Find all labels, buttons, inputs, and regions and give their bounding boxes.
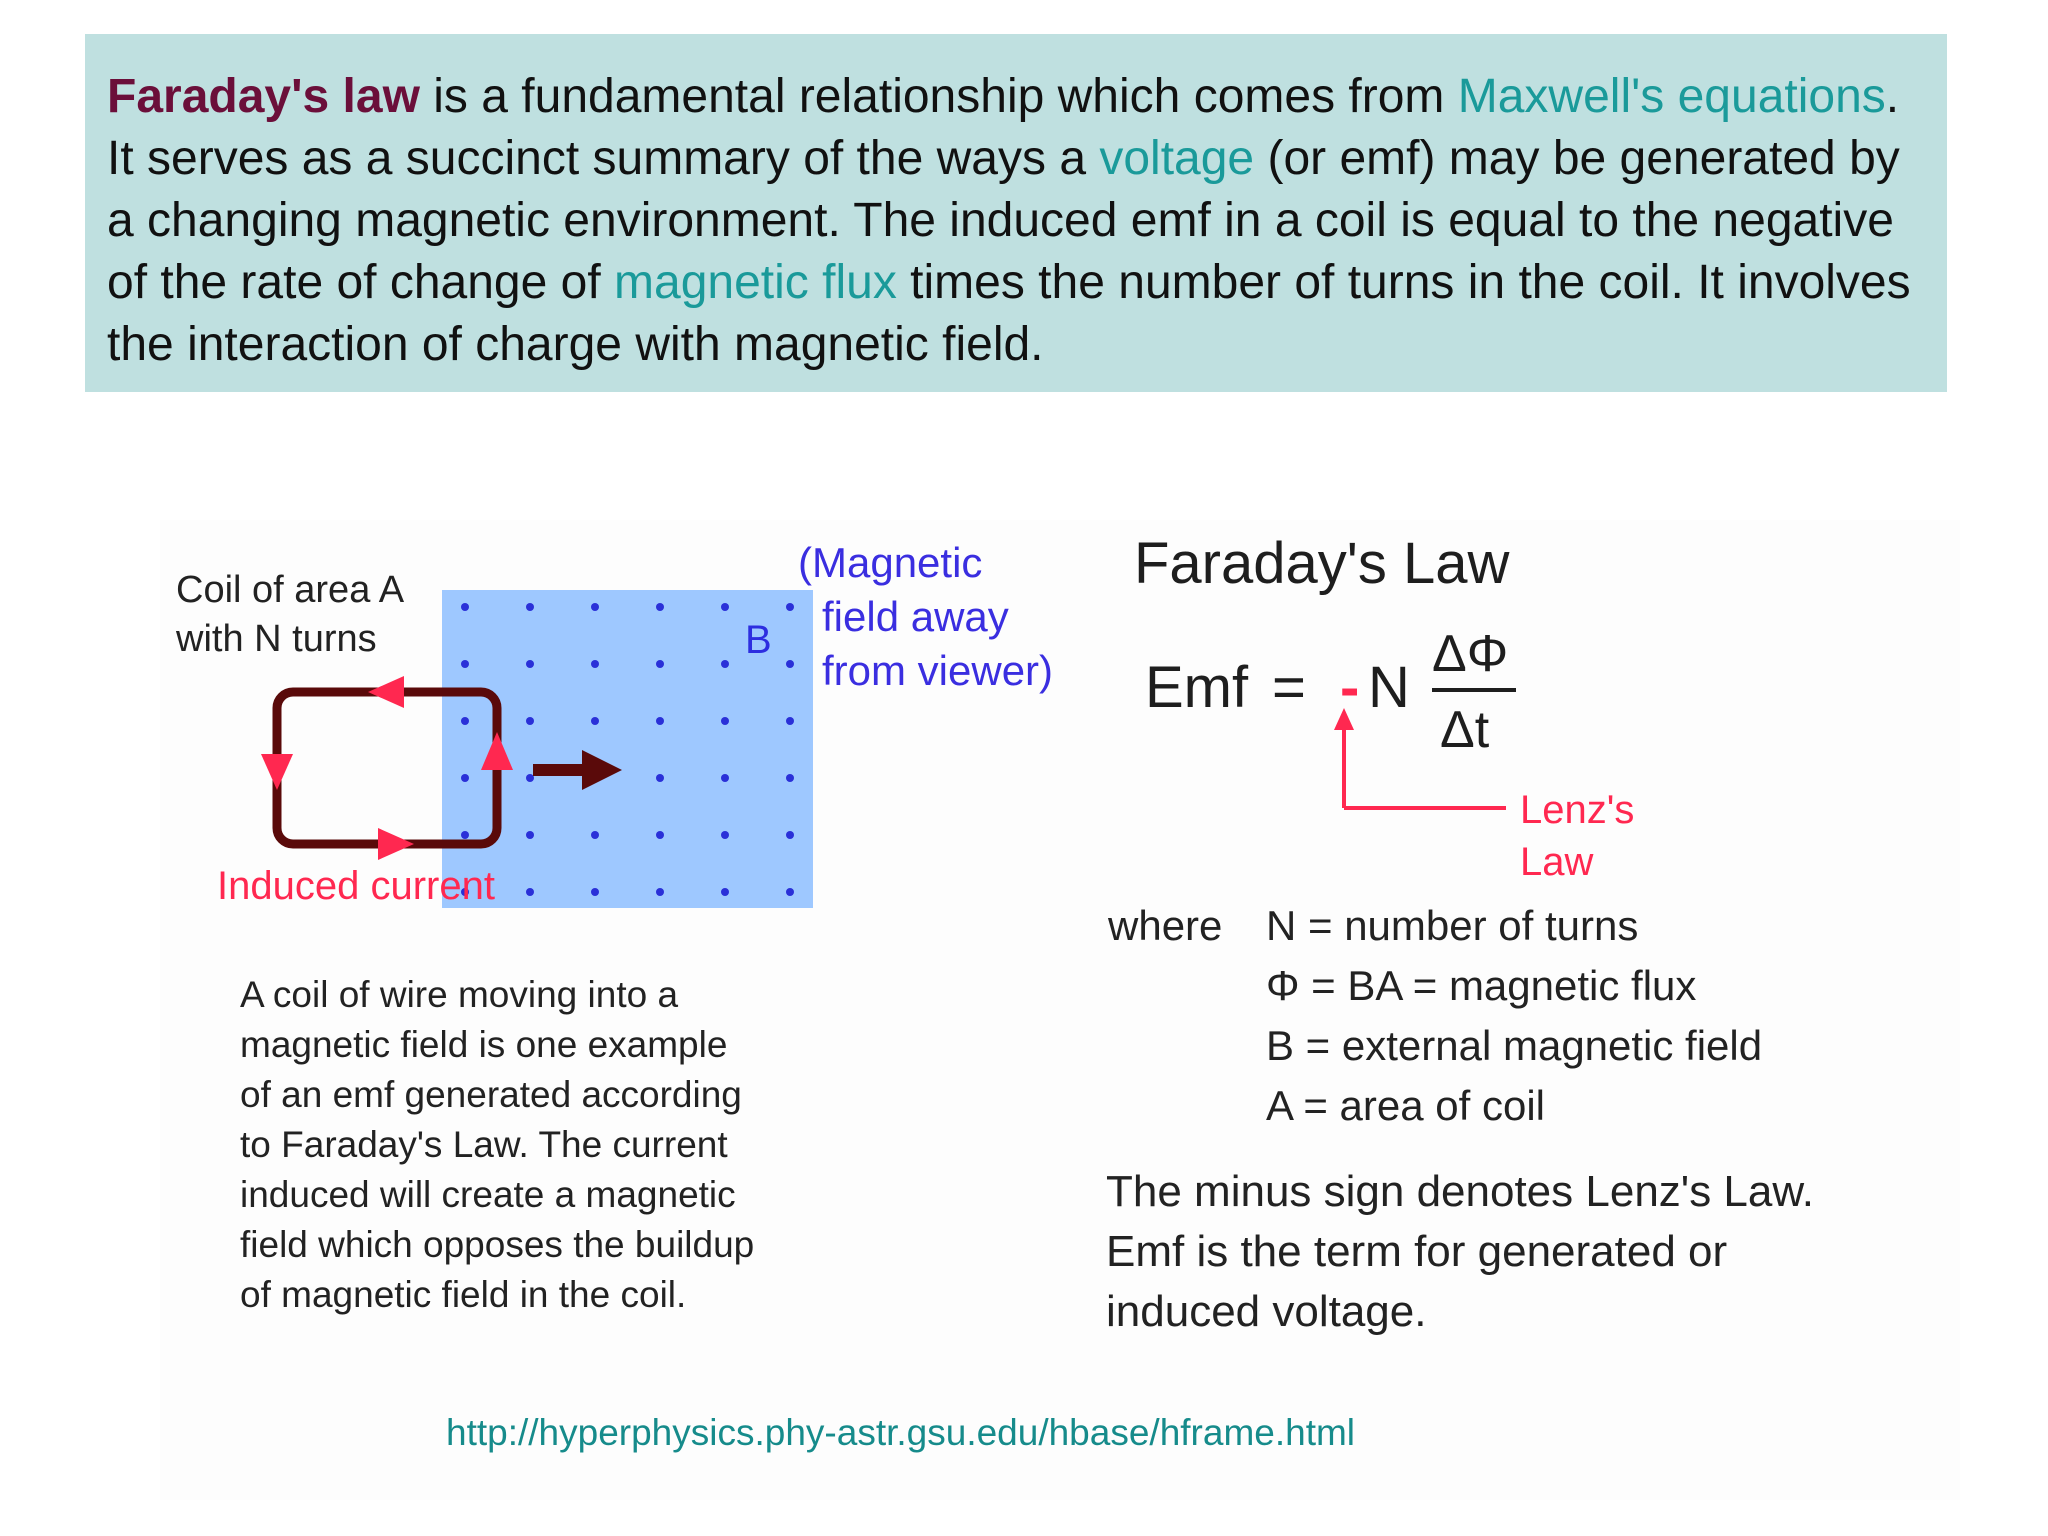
field-dot (461, 831, 469, 839)
field-dot (656, 660, 664, 668)
source-url-link[interactable]: http://hyperphysics.phy-astr.gsu.edu/hbase/hframe.html (446, 1412, 1356, 1453)
field-dot (721, 774, 729, 782)
fraction-numerator: ΔΦ (1432, 625, 1509, 683)
field-dot (591, 888, 599, 896)
definition-n: N = number of turns (1266, 902, 1639, 949)
field-dot (721, 603, 729, 611)
law-note: The minus sign denotes Lenz's Law. Emf is the term for generated or induced voltage. (1106, 1167, 1814, 1336)
field-dot (591, 717, 599, 725)
field-dot (721, 717, 729, 725)
lenz-law-label: Lenz's Law (1520, 788, 1635, 884)
field-dot (526, 831, 534, 839)
current-arrow-right (481, 732, 513, 770)
field-dot (461, 660, 469, 668)
motion-arrow-head (582, 750, 622, 790)
intro-text-1: is a fundamental relationship which comes from (419, 70, 1458, 123)
minus-sign: - (1340, 655, 1360, 720)
magnetic-flux-link[interactable]: magnetic flux (614, 256, 897, 309)
intro-text-3: (or emf) may be generated by a changing magnetic environment. The induced emf in a coil is equal to the negative of the rate of change of (107, 132, 1900, 309)
voltage-link[interactable]: voltage (1099, 132, 1255, 185)
field-dot (591, 831, 599, 839)
faradays-law-term: Faraday's law (107, 70, 420, 123)
induced-current-label: Induced current (217, 864, 495, 908)
field-dot (461, 717, 469, 725)
fraction-bar (1432, 688, 1516, 692)
field-dot (591, 660, 599, 668)
field-dot (526, 888, 534, 896)
field-direction-label: (Magnetic field away from viewer) (798, 539, 1054, 694)
equation-emf: Emf (1145, 655, 1249, 720)
field-dot (656, 831, 664, 839)
field-dot (656, 603, 664, 611)
definition-a: A = area of coil (1266, 1082, 1546, 1129)
maxwells-equations-link[interactable]: Maxwell's equations (1457, 70, 1886, 123)
fraction-denominator: Δt (1440, 701, 1490, 759)
definition-b: B = external magnetic field (1266, 1022, 1763, 1069)
current-arrow-left (261, 754, 293, 790)
field-dot (786, 717, 794, 725)
b-field-label: B (745, 618, 772, 662)
field-dot (721, 660, 729, 668)
field-dot (526, 774, 534, 782)
current-arrow-bottom (378, 828, 414, 860)
field-dot (656, 774, 664, 782)
field-dot (786, 888, 794, 896)
field-dot (786, 660, 794, 668)
coil-label: Coil of area A with N turns (176, 569, 405, 660)
equation-n: N (1368, 655, 1410, 720)
field-dot (656, 888, 664, 896)
field-dot (461, 603, 469, 611)
field-dot (526, 717, 534, 725)
intro-text-4: times the number of turns in the coil. It involves the interaction of charge with magnetic field. (107, 256, 1911, 371)
field-dot (656, 717, 664, 725)
definition-phi: Φ = BA = magnetic flux (1266, 962, 1697, 1009)
figure-description: A coil of wire moving into a magnetic field is one example of an emf generated according to Faraday's Law. The current induced will create a magnetic field which opposes the buildup of magnetic field in the coil. (240, 974, 755, 1315)
intro-text-2: . It serves as a succinct summary of the ways a (107, 70, 1900, 185)
law-title: Faraday's Law (1134, 531, 1510, 596)
field-dot (526, 660, 534, 668)
field-dot (721, 831, 729, 839)
field-dot (786, 831, 794, 839)
equation-equals: = - (1272, 655, 1360, 720)
field-dot (461, 774, 469, 782)
field-dot (786, 603, 794, 611)
where-label: where (1108, 902, 1223, 949)
coil-loop (277, 692, 497, 844)
current-arrow-top (368, 676, 404, 708)
field-dot (786, 774, 794, 782)
field-dot (526, 603, 534, 611)
field-dot (591, 603, 599, 611)
field-dot (721, 888, 729, 896)
